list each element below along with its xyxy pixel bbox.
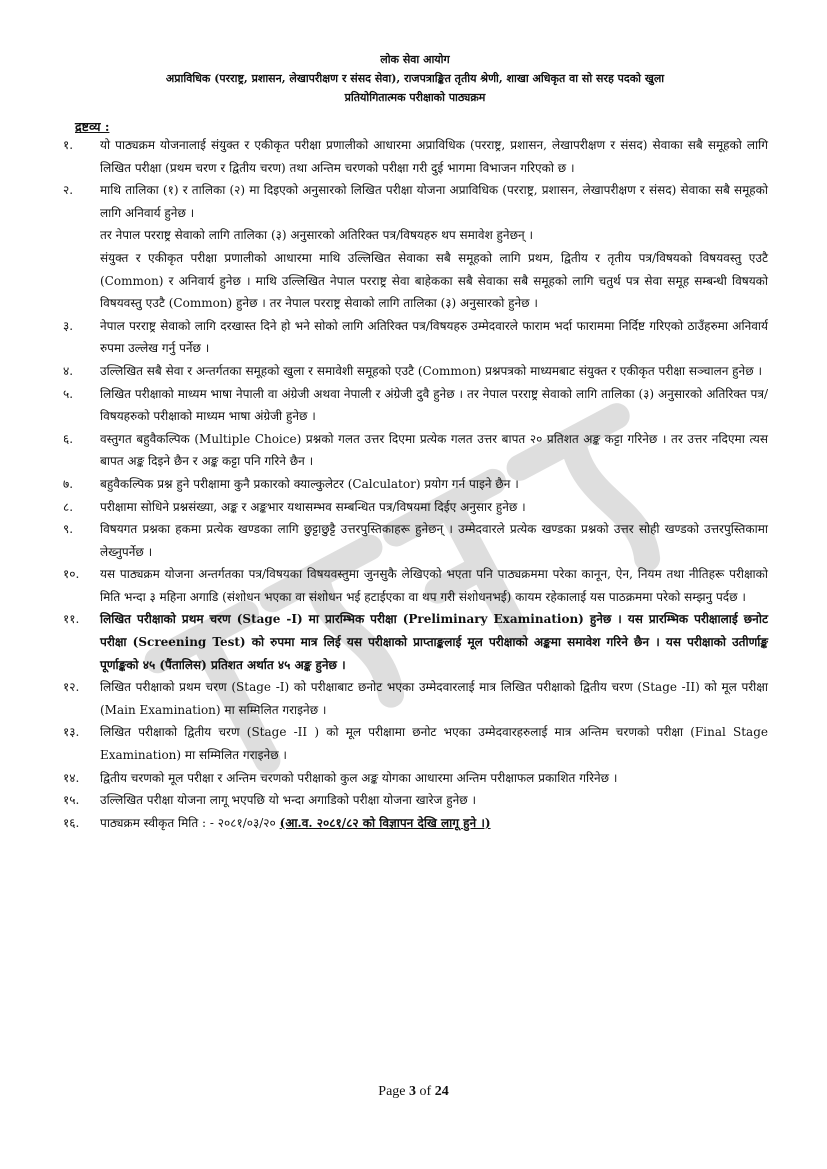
document-header [60,50,770,107]
item-number: १. [63,138,74,152]
item-paragraph-with-effective-date [100,812,768,835]
item-paragraph: उल्लिखित सबै सेवा र अन्तर्गतका समूहको खुला र समावेशी समूहको एउटै (Common) प्रश्नपत्रको माध्यमबाट संयुक्त र एकीकृत परीक्षा सञ्चालन हुनेछ । [100,363,762,378]
list-item [60,473,768,496]
item-text [100,473,768,496]
item-text [100,496,768,519]
page-total: 24 [434,1084,449,1099]
item-paragraph: उल्लिखित परीक्षा योजना लागू भएपछि यो भन्दा अगाडिको परीक्षा योजना खारेज हुनेछ । [100,793,477,808]
page-footer [0,1084,827,1100]
header-exam-title: अप्राविधिक (परराष्ट्र, प्रशासन, लेखापरीक्षण र संसद सेवा), राजपत्राङ्कित तृतीय श्रेणी, शाखा अधिकृत वा सो सरह पदको खुला [165,72,665,85]
list-item [60,179,768,315]
list-item [60,360,768,383]
item-paragraph: विषयगत प्रश्नका हकमा प्रत्येक खण्डका लागि छुट्टाछुट्टै उत्तरपुस्तिकाहरू हुनेछन् । उम्मेदवारले प्रत्येक खण्डका प्रश्नको उत्तर सोही खण्डको उत्तरपुस्तिकामा लेख्नुपर्नेछ । [100,522,768,559]
list-item [60,767,768,790]
list-item [60,812,768,835]
list-item [60,518,768,563]
item-paragraph: यस पाठ्यक्रम योजना अन्तर्गतका पत्र/विषयका विषयवस्तुमा जुनसुकै लेखिएको भएता पनि पाठ्यक्रममा परेका कानून, ऐन, नियम तथा नीतिहरू परीक्षाको मिति भन्दा ३ महिना अगाडि (संशोधन भएका वा संशोधन भई हटाईएका वा थप गरी संशोधनभई) कायम रहेकालाई यस पाठक्रममा परेको सम्झनु पर्दछ । [100,567,768,604]
item-text [100,789,768,812]
item-number: ११. [63,612,80,627]
item-text [100,360,768,383]
item-text [100,676,768,721]
item-paragraph: नेपाल परराष्ट्र सेवाको लागि दरखास्त दिने हो भने सोको लागि अतिरिक्त पत्र/विषयहरु उम्मेदवारले फाराम भर्दा फाराममा निर्दिष्ट गरिएको ठाउँहरुमा अनिवार्य रुपमा उल्लेख गर्नु पर्नेछ । [100,318,768,356]
item-number: ३. [63,318,74,333]
item-paragraph: वस्तुगत बहुवैकल्पिक (Multiple Choice) प्रश्नको गलत उत्तर दिएमा प्रत्येक गलत उत्तर बापत २० प्रतिशत अङ्क कट्टा गरिनेछ । तर उत्तर नदिएमा त्यस बापत अङ्क दिइने छैन र अङ्क कट्टा पनि गरिने छैन । [100,431,768,469]
list-item [60,134,768,179]
item-text [100,134,768,179]
item-number: ५. [63,386,74,401]
page-current: 3 [409,1084,417,1099]
list-item [60,383,768,428]
item-paragraph: तर नेपाल परराष्ट्र सेवाको लागि तालिका (३) अनुसारको अतिरिक्त पत्र/विषयहरु थप समावेश हुनेछन् । [100,228,534,243]
item-number: २. [63,183,74,198]
item-text [100,518,768,563]
item-paragraph: लिखित परीक्षाको द्वितीय चरण (Stage -II ) को मूल परीक्षामा छनोट भएका उम्मेदवारहरुलाई मात्र अन्तिम चरणको परीक्षा (Final Stage Examination) मा सम्मिलित गराइनेछ । [100,725,768,763]
item-text [100,315,768,360]
item-number: १६. [63,815,80,830]
item-text [100,721,768,766]
item-text [100,428,768,473]
list-item [60,608,768,676]
list-item [60,563,768,608]
item-number: ६. [63,431,74,446]
item-paragraph: माथि तालिका (१) र तालिका (२) मा दिइएको अनुसारको लिखित परीक्षा योजना अप्राविधिक (परराष्ट्र, प्रशासन, लेखापरीक्षण र संसद) सेवाका सबै समूहको लागि अनिवार्य हुनेछ । [100,183,768,220]
item-paragraph: बहुवैकल्पिक प्रश्न हुने परीक्षामा कुनै प्रकारको क्याल्कुलेटर (Calculator) प्रयोग गर्न पाइने छैन । [100,476,519,491]
item-number: ८. [63,499,74,514]
item-number: ७. [63,476,74,491]
effective-from-note: (आ.व. २०८१/८२ को विज्ञापन देखि लागू हुने ।) [279,815,491,830]
note-heading: द्रष्टव्य : [75,119,110,134]
item-paragraph: लिखित परीक्षाको माध्यम भाषा नेपाली वा अंग्रेजी अथवा नेपाली र अंग्रेजी दुवै हुनेछ । तर नेपाल परराष्ट्र सेवाको लागि तालिका (३) अनुसारको अतिरिक्त पत्र/विषयहरुको परीक्षाको माध्यम भाषा अंग्रेजी हुनेछ । [100,386,768,424]
list-item [60,496,768,519]
item-paragraph: लिखित परीक्षाको प्रथम चरण (Stage -I) को परीक्षाबाट छनोट भएका उम्मेदवारलाई मात्र लिखित परीक्षाको द्वितीय चरण (Stage -II) को मूल परीक्षा (Main Examination) मा सम्मिलित गराइनेछ । [100,680,768,717]
list-item [60,428,768,473]
list-item [60,315,768,360]
approval-date-text: पाठ्यक्रम स्वीकृत मिति : - २०८१/०३/२० [100,815,280,830]
page-prefix: Page [378,1084,410,1099]
item-number: १०. [63,567,80,582]
item-text [100,767,768,790]
item-number: १२. [63,680,80,695]
item-number: १५. [63,793,80,808]
item-text [100,563,768,608]
item-paragraph: संयुक्त र एकीकृत परीक्षा प्रणालीको आधारमा माथि उल्लिखित सेवाका सबै समूहको लागि प्रथम, द्वितीय र तृतीय पत्र/विषयको विषयवस्तु एउटै (Common) र अनिवार्य हुनेछ । माथि उल्लिखित नेपाल परराष्ट्र सेवा बाहेकका सबै सेवाका सबै समूहको लागि चतुर्थ पत्र सेवा समूह सम्बन्धी विषयको विषयवस्तु एउटै (Common) हुनेछ । तर नेपाल परराष्ट्र सेवाको लागि तालिका (३) अनुसारको हुनेछ । [100,250,768,311]
list-item [60,789,768,812]
item-paragraph: परीक्षामा सोधिने प्रश्नसंख्या, अङ्क र अङ्कभार यथासम्भव सम्बन्धित पत्र/विषयमा दिईए अनुसार हुनेछ । [100,499,526,514]
notes-list [60,134,768,834]
item-number: ९. [63,522,74,537]
list-item [60,676,768,721]
item-number: ४. [63,363,74,378]
list-item [60,721,768,766]
header-commission-name: लोक सेवा आयोग [380,53,450,66]
item-number: १३. [63,725,80,740]
item-text [100,383,768,428]
item-paragraph: द्वितीय चरणको मूल परीक्षा र अन्तिम चरणको परीक्षाको कुल अङ्क योगका आधारमा अन्तिम परीक्षाफल प्रकाशित गरिनेछ । [100,770,618,785]
item-text [100,812,768,835]
page-of: of [416,1084,435,1099]
item-text [100,608,768,676]
item-paragraph: यो पाठ्यक्रम योजनालाई संयुक्त र एकीकृत परीक्षा प्रणालीको आधारमा अप्राविधिक (परराष्ट्र, प्रशासन, लेखापरीक्षण र संसद) सेवाका सबै समूहको लागि लिखित परीक्षा (प्रथम चरण र द्वितीय चरण) तथा अन्तिम चरणको परीक्षा गरी दुई भागमा विभाजन गरिएको छ । [100,138,768,175]
item-paragraph: लिखित परीक्षाको प्रथम चरण (Stage -I) मा प्रारम्भिक परीक्षा (Preliminary Examination) हुनेछ । यस प्रारम्भिक परीक्षालाई छनोट परीक्षा (Screening Test) को रुपमा मात्र लिई यस परीक्षाको प्राप्ताङ्कलाई मूल परीक्षाको अङ्कमा समावेश गरिने छैन । यस परीक्षाको उतीर्णाङ्क पूर्णाङ्कको ४५ (पैंतालिस) प्रतिशत अर्थात ४५ अङ्क हुनेछ । [100,612,768,672]
header-syllabus-title: प्रतियोगितात्मक परीक्षाको पाठ्यक्रम [344,91,486,104]
item-number: १४. [63,770,80,785]
item-text [100,179,768,315]
